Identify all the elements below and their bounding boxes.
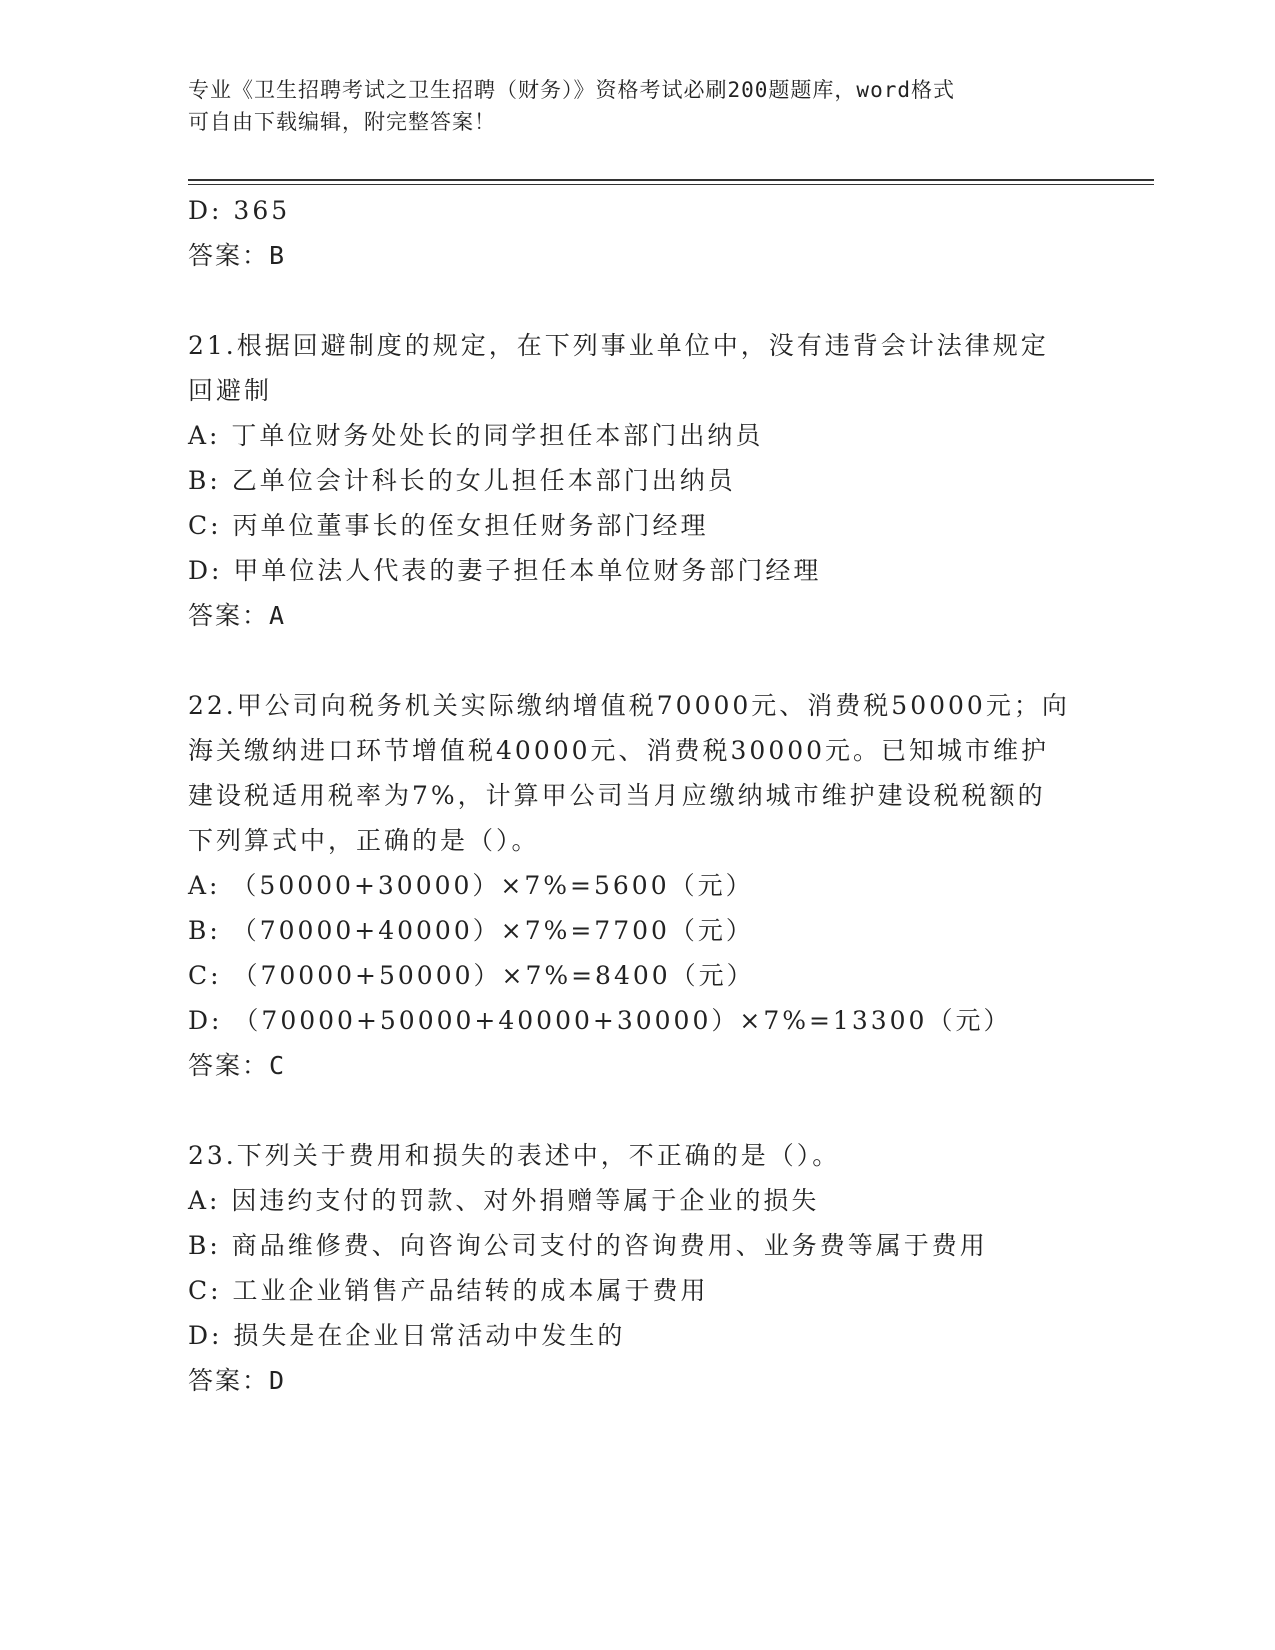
header-divider-thin — [188, 184, 1154, 185]
option-b: B: （70000+40000）×7%=7700（元） — [188, 916, 754, 945]
option-d: D: 甲单位法人代表的妻子担任本单位财务部门经理 — [188, 556, 822, 585]
question-stem-line: 23.下列关于费用和损失的表述中，不正确的是（）。 — [188, 1141, 841, 1170]
answer-line: 答案：B — [188, 241, 287, 270]
option-d: D: 365 — [188, 196, 291, 225]
header-title-line-1: 专业《卫生招聘考试之卫生招聘（财务）》资格考试必刷200题题库，word格式 — [188, 78, 955, 102]
page-header — [188, 74, 1088, 138]
option-a: A: 丁单位财务处处长的同学担任本部门出纳员 — [188, 421, 764, 450]
previous-question-fragment — [188, 188, 1088, 278]
document-body — [188, 188, 1088, 1403]
option-b: B: 商品维修费、向咨询公司支付的咨询费用、业务费等属于费用 — [188, 1231, 988, 1260]
option-c: C: （70000+50000）×7%=8400（元） — [188, 961, 755, 990]
question-stem-line: 建设税适用税率为7%，计算甲公司当月应缴纳城市维护建设税税额的 — [188, 781, 1046, 810]
answer-line: 答案：C — [188, 1051, 287, 1080]
option-d: D: 损失是在企业日常活动中发生的 — [188, 1321, 626, 1350]
answer-line: 答案：A — [188, 601, 287, 630]
question-stem-line: 22.甲公司向税务机关实际缴纳增值税70000元、消费税50000元；向 — [188, 691, 1070, 720]
option-c: C: 丙单位董事长的侄女担任财务部门经理 — [188, 511, 709, 540]
option-a: A: （50000+30000）×7%=5600（元） — [188, 871, 754, 900]
option-b: B: 乙单位会计科长的女儿担任本部门出纳员 — [188, 466, 736, 495]
header-divider-thick — [188, 179, 1154, 181]
option-d: D: （70000+50000+40000+30000）×7%=13300（元） — [188, 1006, 1012, 1035]
question-stem-line: 下列算式中，正确的是（）。 — [188, 826, 540, 855]
option-a: A: 因违约支付的罚款、对外捐赠等属于企业的损失 — [188, 1186, 820, 1215]
question-stem-line: 21.根据回避制度的规定，在下列事业单位中，没有违背会计法律规定 — [188, 331, 1049, 360]
question-stem-line: 海关缴纳进口环节增值税40000元、消费税30000元。已知城市维护 — [188, 736, 1050, 765]
question-23 — [188, 1133, 1088, 1403]
question-21 — [188, 323, 1088, 638]
header-title-line-2: 可自由下载编辑，附完整答案！ — [188, 110, 496, 134]
option-c: C: 工业企业销售产品结转的成本属于费用 — [188, 1276, 709, 1305]
question-22 — [188, 683, 1088, 1088]
answer-line: 答案：D — [188, 1366, 287, 1395]
question-stem-line: 回避制 — [188, 376, 273, 405]
